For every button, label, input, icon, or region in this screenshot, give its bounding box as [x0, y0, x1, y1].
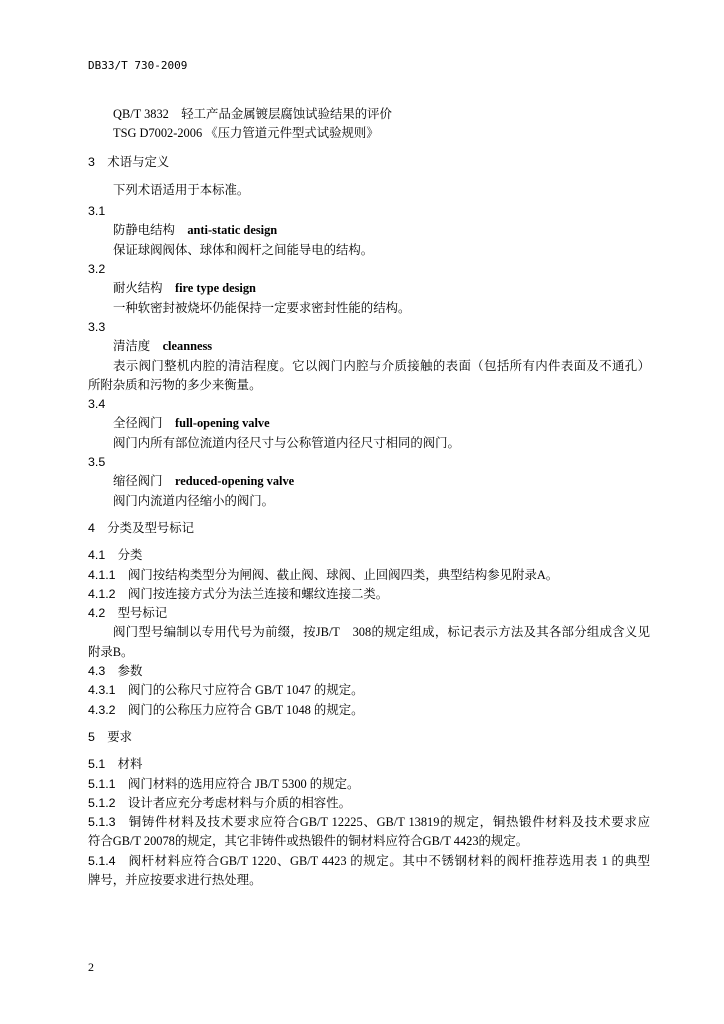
section-paragraph-continued: 附录B。	[88, 644, 134, 659]
clause-text: 设计者应充分考虑材料与介质的相容性。	[127, 795, 351, 810]
term-name-en: full-opening valve	[174, 416, 270, 431]
section-number: 5.1	[88, 757, 106, 772]
clause-text: 阀门的公称尺寸应符合 GB/T 1047 的规定。	[127, 683, 364, 698]
term-heading	[88, 414, 650, 433]
document-body	[88, 105, 650, 890]
chapter-title: 要求	[107, 729, 133, 744]
section-heading	[88, 546, 650, 565]
term-number: 3.2	[88, 262, 106, 277]
clause	[88, 701, 650, 720]
term-definition: 一种软密封被烧坏仍能保持一定要求密封性能的结构。	[113, 300, 411, 315]
section-title: 型号标记	[117, 606, 168, 621]
clause-number: 4.3.2	[88, 702, 116, 717]
standard-code-header: DB33/T 730-2009	[88, 59, 188, 72]
clause-number: 5.1.3	[88, 815, 116, 830]
section-title: 参数	[117, 664, 143, 679]
clause	[88, 775, 650, 794]
clause	[88, 566, 650, 585]
clause-text: 阀门按结构类型分为闸阀、截止阀、球阀、止回阀四类，典型结构参见附录A。	[127, 567, 559, 582]
section-title: 材料	[117, 757, 143, 772]
term-number: 3.1	[88, 204, 106, 219]
term-name-en: cleanness	[162, 339, 213, 354]
clause	[88, 813, 650, 832]
clause	[88, 585, 650, 604]
clause-number: 4.3.1	[88, 683, 116, 698]
term-number: 3.4	[88, 397, 106, 412]
term-definition: 表示阀门整机内腔的清洁程度。它以阀门内腔与介质接触的表面（包括所有内件表面及不通孔）	[113, 358, 650, 373]
term-heading	[88, 337, 650, 356]
term-name-zh: 全径阀门	[113, 416, 163, 431]
chapter-title: 术语与定义	[107, 154, 170, 169]
clause	[88, 681, 650, 700]
term-heading	[88, 279, 650, 298]
clause-text: 铜铸件材料及技术要求应符合GB/T 12225、GB/T 13819的规定，铜热锻件材料及技术要求应	[127, 815, 650, 830]
term-heading	[88, 472, 650, 491]
clause	[88, 794, 650, 813]
clause	[88, 852, 650, 871]
term-number: 3.5	[88, 455, 106, 470]
clause-text: 阀门的公称压力应符合 GB/T 1048 的规定。	[127, 702, 364, 717]
section-heading	[88, 604, 650, 623]
clause-number: 5.1.4	[88, 853, 116, 868]
clause-number: 5.1.1	[88, 776, 116, 791]
chapter-heading	[88, 519, 650, 538]
term-name-zh: 清洁度	[113, 339, 151, 354]
section-number: 4.3	[88, 664, 106, 679]
term-name-zh: 防静电结构	[113, 223, 175, 238]
section-title: 分类	[117, 548, 143, 563]
clause-text: 阀门按连接方式分为法兰连接和螺纹连接二类。	[127, 586, 389, 601]
term-number: 3.3	[88, 319, 106, 334]
clause-text: 阀杆材料应符合GB/T 1220、GB/T 4423 的规定。其中不锈钢材料的阀杆推荐选用表 1 的典型	[127, 853, 650, 868]
term-definition: 保证球阀阀体、球体和阀杆之间能导电的结构。	[113, 242, 374, 257]
term-definition: 阀门内所有部位流道内径尺寸与公称管道内径尺寸相同的阀门。	[113, 435, 460, 450]
section-number: 4.2	[88, 606, 106, 621]
chapter-title: 分类及型号标记	[107, 520, 195, 535]
clause-text-continued: 符合GB/T 20078的规定，其它非铸件或热锻件的铜材料应符合GB/T 4423的规定。	[88, 834, 529, 849]
term-name-zh: 缩径阀门	[113, 474, 163, 489]
page-number: 2	[88, 960, 94, 974]
term-name-en: anti-static design	[187, 223, 278, 238]
chapter-number: 4	[88, 520, 95, 535]
section-number: 4.1	[88, 548, 106, 563]
term-definition: 阀门内流道内径缩小的阀门。	[113, 493, 275, 508]
term-name-zh: 耐火结构	[113, 281, 163, 296]
clause-number: 5.1.2	[88, 795, 116, 810]
chapter-heading	[88, 728, 650, 747]
section-heading	[88, 662, 650, 681]
reference-item: TSG D7002-2006 《压力管道元件型式试验规则》	[113, 126, 379, 141]
chapter-intro: 下列术语适用于本标准。	[113, 182, 250, 197]
term-name-en: fire type design	[174, 281, 256, 296]
term-heading	[88, 221, 650, 240]
term-definition-continued: 所附杂质和污物的多少来衡量。	[88, 377, 262, 392]
clause-text-continued: 牌号，并应按要求进行热处理。	[88, 872, 262, 887]
section-paragraph: 阀门型号编制以专用代号为前缀，按JB/T 308的规定组成，标记表示方法及其各部分组成含义见	[113, 625, 650, 640]
section-heading	[88, 755, 650, 774]
chapter-heading	[88, 153, 650, 172]
reference-item: QB/T 3832 轻工产品金属镀层腐蚀试验结果的评价	[113, 107, 392, 121]
term-name-en: reduced-opening valve	[174, 474, 295, 489]
chapter-number: 3	[88, 154, 95, 169]
clause-number: 4.1.2	[88, 586, 116, 601]
clause-number: 4.1.1	[88, 567, 116, 582]
chapter-number: 5	[88, 729, 95, 744]
clause-text: 阀门材料的选用应符合 JB/T 5300 的规定。	[127, 776, 360, 791]
